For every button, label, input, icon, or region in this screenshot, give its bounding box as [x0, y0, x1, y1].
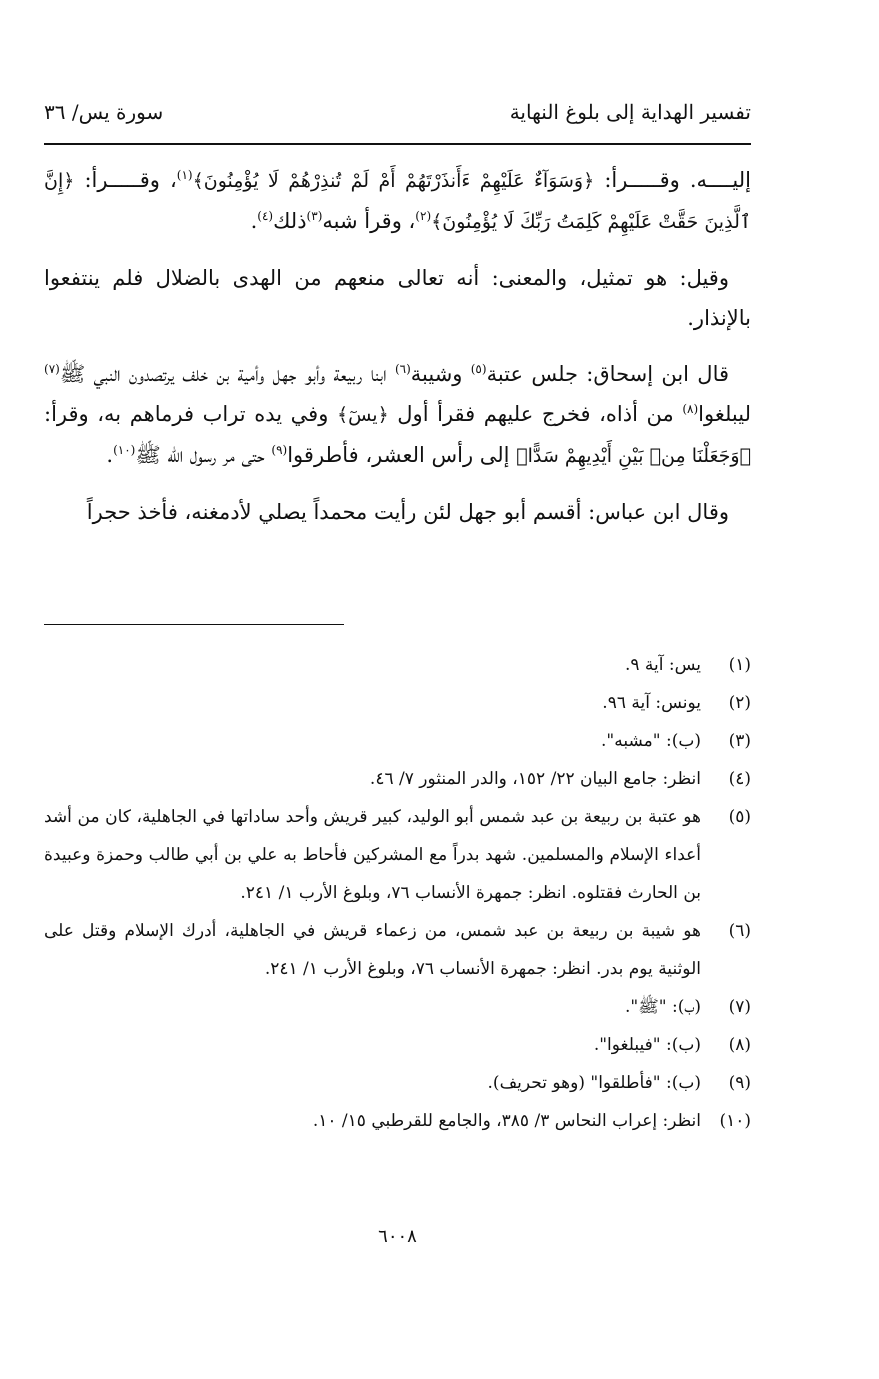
- paragraph-2: وقيل: هو تمثيل، والمعنى: أنه تعالى منعهم من الهدى بالضلال فلم ينتفعوا بالإنذار.: [44, 266, 751, 330]
- main-text: [44, 160, 751, 548]
- book-title: تفسير الهداية إلى بلوغ النهاية: [509, 100, 751, 124]
- footnote-ref[interactable]: (٢): [415, 209, 432, 223]
- footnote-number: (٣): [728, 731, 751, 751]
- footnote-item: [44, 1026, 751, 1064]
- footnote-text: (ب): "مشبه".: [601, 731, 701, 751]
- footnote-number: (٩): [728, 1073, 751, 1093]
- footnote-text: هو شيبة بن ربيعة بن عبد شمس، من زعماء قريش في الجاهلية، أدرك الإسلام وقتل على الوثنية يوم بدر. انظر: جمهرة الأنساب ٧٦، وبلوغ الأرب ١/ ٢٤١.: [44, 921, 701, 979]
- footnote-ref[interactable]: (٤): [257, 209, 274, 223]
- footnote-item: [44, 1102, 751, 1140]
- quran-verse: ﴿وَسَوَآءٌ عَلَيْهِمْ ءَأَنذَرْتَهُمْ أَمْ لَمْ تُنذِرْهُمْ لَا يُؤْمِنُونَ﴾: [192, 170, 595, 192]
- footnote-item: [44, 760, 751, 798]
- footnote-text: يونس: آية ٩٦.: [602, 693, 701, 713]
- text-span: ذلك: [273, 209, 307, 233]
- footnote-number: (١٠): [719, 1111, 751, 1131]
- footnote-text: هو عتبة بن ربيعة بن عبد شمس أبو الوليد، كبير قريش وأحد ساداتها في الجاهلية، كان من أشد أعداء الإسلام والمسلمين. شهد بدراً مع المشركين فأحاط به علي بن أبي طالب وحمزة وعبيدة بن الحارث فقتلوه. انظر: جمهرة الأنساب ٧٦، وبلوغ الأرب ١/ ٢٤١.: [44, 807, 701, 903]
- footnote-number: (٧): [728, 997, 751, 1017]
- footnote-text: انظر: جامع البيان ٢٢/ ١٥٢، والدر المنثور ٧/ ٤٦.: [369, 769, 701, 789]
- footnote-text: (ب): "ﷺ".: [625, 997, 701, 1017]
- footnote-number: (٥): [728, 807, 751, 827]
- header-rule: [44, 143, 751, 145]
- surah-reference: سورة يس/ ٣٦: [44, 100, 164, 124]
- text-span: إليــــه. وقـــــرأ:: [594, 168, 751, 192]
- footnote-item: [44, 684, 751, 722]
- text-span: ابنا ربيعة وأبو جهل وأمية بن خلف يرتصدون النبي ﷺ: [59, 362, 395, 386]
- footnote-item: [44, 722, 751, 760]
- footnote-ref[interactable]: (٧): [44, 362, 60, 376]
- footnote-text: (ب): "فيبلغوا".: [593, 1035, 701, 1055]
- footnote-text: يس: آية ٩.: [624, 655, 701, 675]
- footnote-item: [44, 988, 751, 1026]
- page-number: ٦٠٠٨: [378, 1226, 417, 1247]
- paragraph-4: وقال ابن عباس: أقسم أبو جهل لئن رأيت محمداً يصلي لأدمغنه، فأخذ حجراً: [86, 500, 729, 524]
- text-span: وفي يده تراب فرماهم به، وقرأ:: [44, 402, 337, 426]
- quran-verse: ﴿وَجَعَلْنَا مِنۢ بَيْنِ أَيْدِيهِمْ سَدًّا﴾: [516, 445, 751, 467]
- footnotes-list: [44, 646, 751, 1140]
- footnote-separator: [44, 624, 344, 625]
- footnote-ref[interactable]: (٨): [682, 402, 699, 416]
- text-span: ، وقـــــرأ:: [74, 168, 177, 192]
- running-head: [44, 96, 751, 136]
- footnote-text: انظر: إعراب النحاس ٣/ ٣٨٥، والجامع للقرطبي ١٥/ ١٠.: [312, 1111, 701, 1131]
- paragraph-1: [44, 160, 751, 242]
- footnote-number: (٢): [728, 693, 751, 713]
- footnote-number: (٨): [728, 1035, 751, 1055]
- footnote-item: [44, 912, 751, 988]
- footnote-number: (١): [728, 655, 751, 675]
- paragraph-3: [44, 354, 751, 476]
- footnote-ref[interactable]: (١): [176, 168, 193, 182]
- footnote-ref[interactable]: (٦): [394, 362, 411, 376]
- text-span: قال ابن إسحاق: جلس عتبة: [486, 362, 730, 386]
- footnote-ref[interactable]: (٥): [470, 362, 487, 376]
- text-span: إلى رأس العشر، فأطرقوا: [287, 443, 517, 467]
- quran-verse: ﴿يسٓ﴾: [336, 404, 389, 426]
- footnote-item: [44, 646, 751, 684]
- text-span: من أذاه، فخرج عليهم فقرأ أول: [388, 402, 683, 426]
- text-span: حتى مر رسول الله ﷺ: [135, 443, 272, 467]
- footnote-ref[interactable]: (١٠): [113, 443, 136, 457]
- footnote-item: [44, 798, 751, 912]
- text-span: ليبلغوا: [698, 402, 751, 426]
- footnote-number: (٤): [728, 769, 751, 789]
- footnote-ref[interactable]: (٩): [271, 443, 288, 457]
- text-span: .: [250, 209, 258, 233]
- text-span: وشيبة: [410, 362, 471, 386]
- footnote-item: [44, 1064, 751, 1102]
- text-span: .: [106, 443, 114, 467]
- quran-verse: ﴿إِنَّ ٱلَّذِينَ حَقَّتْ عَلَيْهِمْ كَلِمَتُ رَبِّكَ لَا يُؤْمِنُونَ﴾: [44, 170, 751, 233]
- footnote-ref[interactable]: (٣): [306, 209, 323, 223]
- text-span: ، وقرأ شبه: [322, 209, 416, 233]
- footnote-number: (٦): [728, 921, 751, 941]
- page: [44, 0, 751, 1379]
- footnote-text: (ب): "فأطلقوا" (وهو تحريف).: [487, 1073, 701, 1093]
